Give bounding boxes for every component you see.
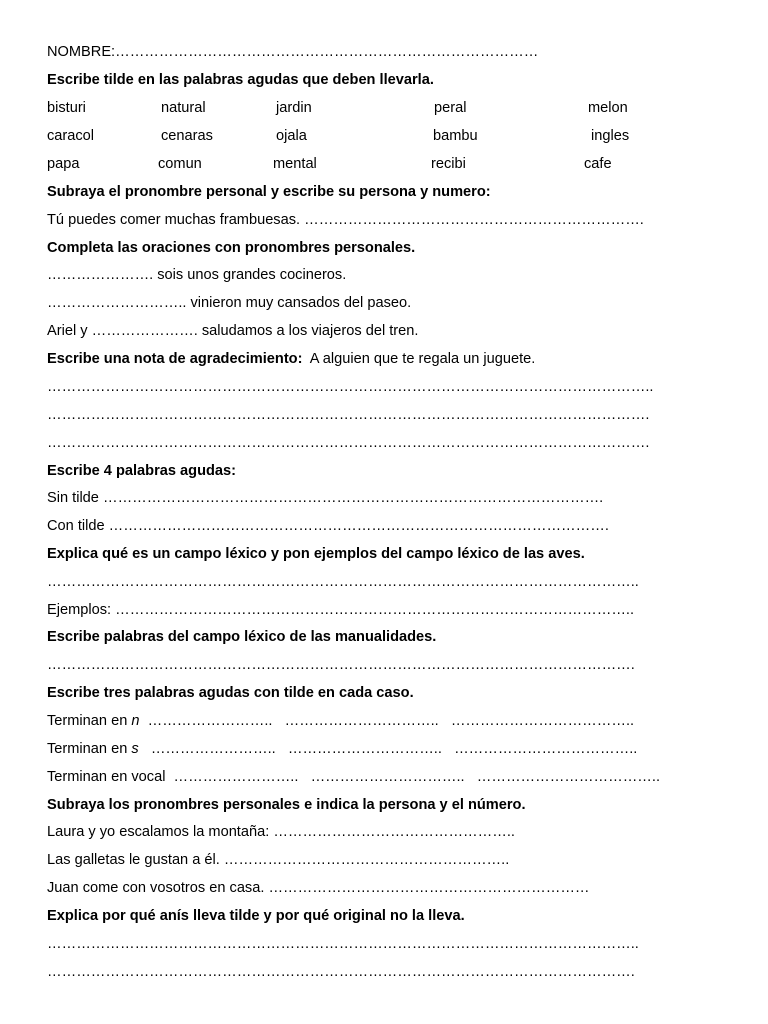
q8-row-blanks: …………………….. ………………………….. ………………………………..: [139, 713, 635, 729]
q5-answer-line: Con tilde ………………………………………………………………………………………….: [47, 518, 609, 534]
q1-word: cafe: [584, 156, 612, 172]
q1-word: mental: [273, 156, 317, 172]
q1-word: ingles: [591, 128, 630, 144]
q4-answer-line: ……………………………………………………………………………………………………………..: [47, 379, 654, 395]
q1-word: papa: [47, 156, 80, 172]
q3-title: Completa las oraciones con pronombres personales.: [47, 240, 416, 256]
q1-title: Escribe tilde en las palabras agudas que deben llevarla.: [47, 72, 434, 88]
q7-title: Escribe palabras del campo léxico de las manualidades.: [47, 629, 437, 645]
q4-answer-line: …………………………………………………………………………………………………………….: [47, 435, 650, 451]
q1-word: melon: [588, 100, 628, 116]
q3-sentence: …………………. sois unos grandes cocineros.: [47, 267, 347, 283]
q2-answer-line: Tú puedes comer muchas frambuesas. …………………………………………………………….: [47, 212, 644, 228]
q8-title: Escribe tres palabras agudas con tilde en cada caso.: [47, 685, 414, 701]
q10-answer-line: …………………………………………………………………………………………………………..: [47, 936, 639, 952]
q4-answer-line: …………………………………………………………………………………………………………….: [47, 407, 650, 423]
q1-word: cenaras: [161, 128, 213, 144]
q10-answer-line: ………………………………………………………………………………………………………….: [47, 964, 635, 980]
q9-sentence: Laura y yo escalamos la montaña: …………………………………………..: [47, 824, 515, 840]
q1-word: recibi: [431, 156, 466, 172]
q5-title: Escribe 4 palabras agudas:: [47, 463, 236, 479]
q6-answer-line: …………………………………………………………………………………………………………..: [47, 574, 639, 590]
q10-title: Explica por qué anís lleva tilde y por qué original no la lleva.: [47, 908, 465, 924]
q4-title: Escribe una nota de agradecimiento:: [47, 351, 303, 367]
q1-word: peral: [434, 100, 467, 116]
q8-row-label: Terminan en: [47, 713, 132, 729]
q5-answer-line: Sin tilde ………………………………………………………………………………………….: [47, 490, 604, 506]
q6-title: Explica qué es un campo léxico y pon ejemplos del campo léxico de las aves.: [47, 546, 585, 562]
q8-row-blanks: …………………….. ………………………….. ………………………………..: [138, 741, 638, 757]
q8-row-letter: n: [131, 713, 140, 729]
q4-heading: [47, 350, 535, 368]
q8-row-letter: s: [131, 741, 139, 757]
nombre-line: NOMBRE:……………………………………………………………………………: [47, 44, 539, 60]
q1-word: bisturi: [47, 100, 86, 116]
q8-row-vocal: [47, 768, 660, 786]
q9-sentence: Juan come con vosotros en casa. …………………………………………………………: [47, 880, 590, 896]
q1-word: jardin: [276, 100, 312, 116]
q8-row-blanks: …………………….. ………………………….. ………………………………..: [165, 769, 661, 785]
q2-title: Subraya el pronombre personal y escribe su persona y numero:: [47, 184, 491, 200]
q3-sentence: Ariel y …………………. saludamos a los viajeros del tren.: [47, 323, 419, 339]
q1-word: caracol: [47, 128, 95, 144]
q6-examples-line: Ejemplos: ……………………………………………………………………………………………..: [47, 602, 635, 618]
q1-word: comun: [158, 156, 202, 172]
q9-sentence: Las galletas le gustan a él. …………………………………………………..: [47, 852, 510, 868]
q8-row-label: Terminan en: [47, 741, 132, 757]
q1-word: natural: [161, 100, 206, 116]
q4-title-rest: A alguien que te regala un juguete.: [302, 351, 536, 367]
q8-row-label: Terminan en vocal: [47, 769, 166, 785]
q1-word: bambu: [433, 128, 478, 144]
q1-word: ojala: [276, 128, 307, 144]
q7-answer-line: ………………………………………………………………………………………………………….: [47, 657, 635, 673]
q8-row-n: [47, 712, 634, 730]
q9-title: Subraya los pronombres personales e indica la persona y el número.: [47, 797, 526, 813]
q3-sentence: ……………………….. vinieron muy cansados del paseo.: [47, 295, 412, 311]
q8-row-s: [47, 740, 637, 758]
